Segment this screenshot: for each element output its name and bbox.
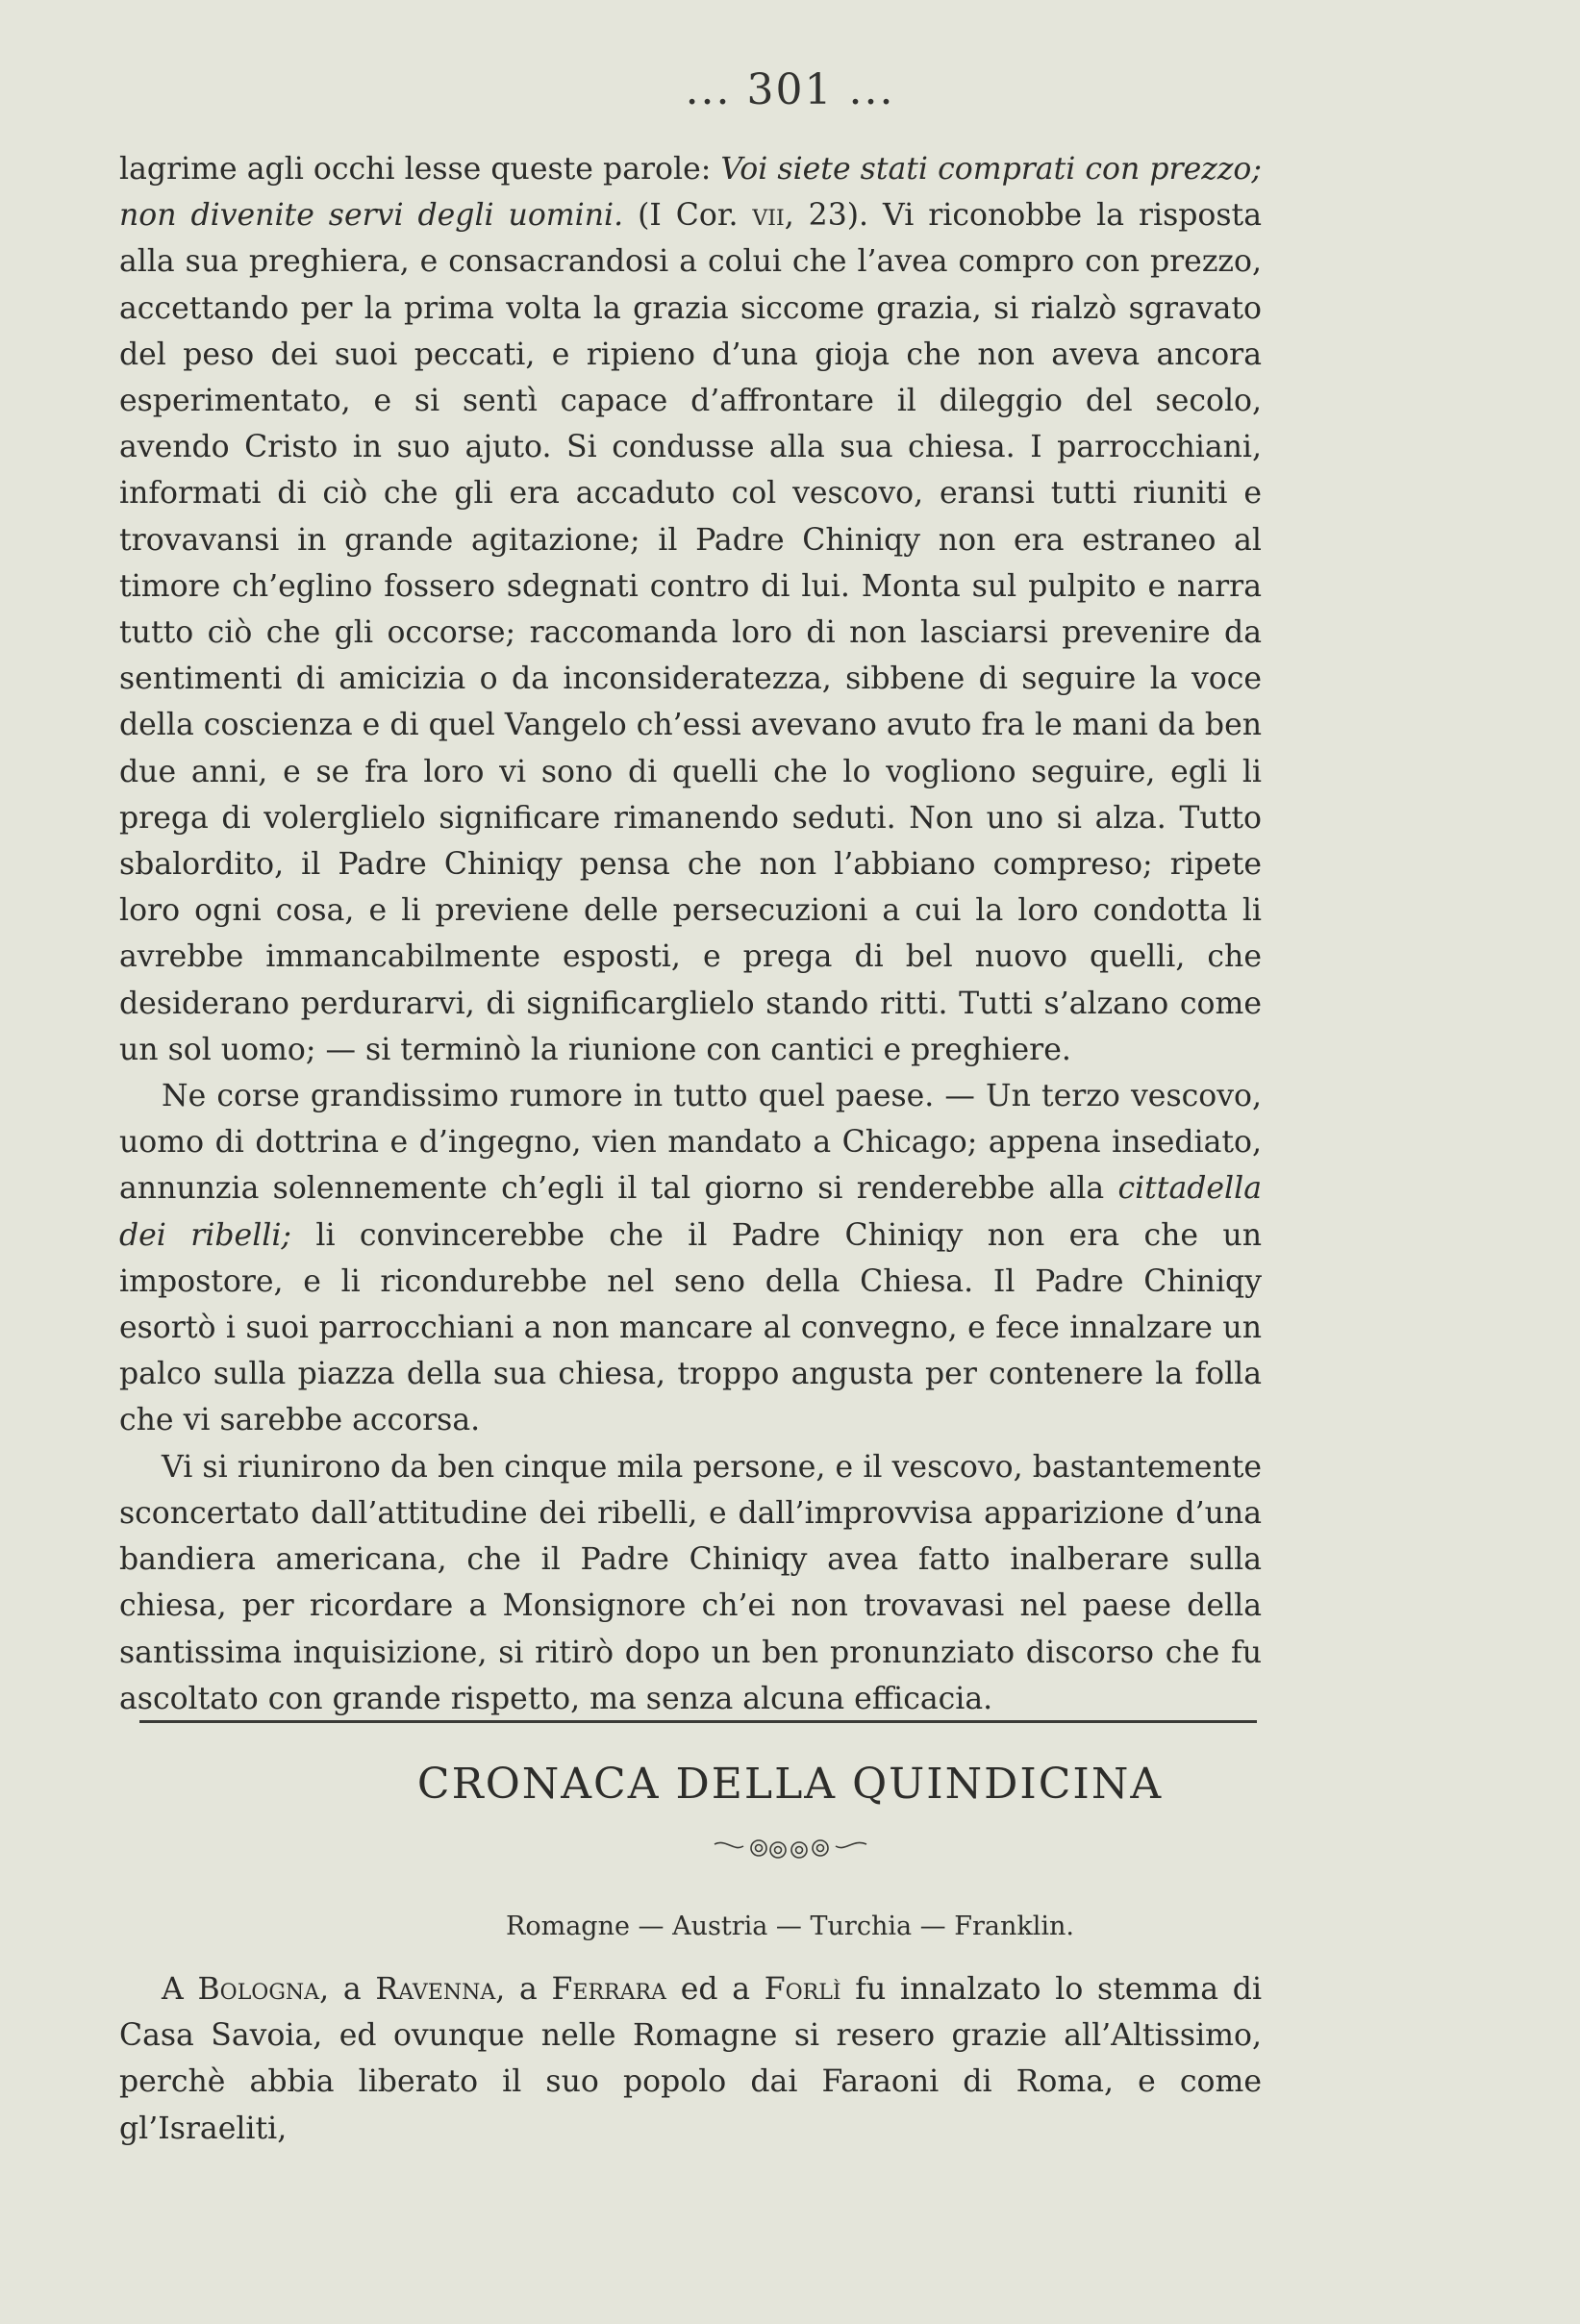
text-span: (I Cor. [623,198,753,234]
chapter-numeral: vii [752,198,785,234]
text-span: fu innalzato lo stemma di Casa Savoia, ed ovunque nelle Romagne si resero grazie all’Altissimo, perchè abbia liberato il suo popolo dai Faraoni di Roma, e come gl’Israeliti, [119,1972,1263,2146]
bible-quote: Voi siete stati comprati con prezzo; non divenite servi degli uomini. [119,152,1262,234]
text-span: Ne corse grandissimo rumore in tutto quel paese. — Un terzo vescovo, uomo di dottrina e d’ingegno, vien mandato a Chicago; appena insediato, annunzia solennemente ch’egli il tal giorno si renderebbe alla [119,1079,1262,1207]
text-span: ed a [665,1972,765,2007]
text-span: lagrime agli occhi lesse queste parole: [119,152,721,187]
city-name: Ferrara [551,1972,666,2007]
chronicle-paragraph-1 [119,1966,1262,2152]
city-name: Ravenna [375,1972,496,2007]
city-name: Forlì [764,1972,841,2007]
page-number-header: ... 301 ... [685,65,895,114]
ornament-flourish [0,1835,1580,1865]
section-title: CRONACA DELLA QUINDICINA [416,1760,1164,1809]
article-body [119,146,1262,1722]
chronicle-body [119,1966,1262,2152]
article-paragraph-2 [119,1073,1262,1444]
text-span: A [162,1972,198,2007]
flourish-ornament-icon [709,1835,872,1862]
city-name: Bologna [197,1972,320,2007]
text-span: , 23). Vi riconobbe la risposta alla sua preghiera, e consacrandosi a colui che l’avea compro con prezzo, accettando per la prima volta la grazia siccome grazia, si rialzò sgravato del peso dei suoi peccati, e ripieno d’una gioja che non aveva ancora esperimentato, e si sentì capace d’affrontare il dileggio del secolo, avendo Cristo in suo ajuto. Si condusse alla sua chiesa. I parrocchiani, informati di ciò che gli era accaduto col vescovo, eransi tutti riuniti e trovavansi in grande agitazione; il Padre Chiniqy non era estraneo al timore ch’eglino fossero sdegnati contro di lui. Monta sul pulpito e narra tutto ciò che gli occorse; raccomanda loro di non lasciarsi prevenire da sentimenti di amicizia o da inconsideratezza, sibbene di seguire la voce della coscienza e di quel Vangelo ch’essi avevano avuto fra le mani da ben due anni, e se fra loro vi sono di quelli che lo vogliono seguire, egli li prega di volerglielo significare rimanendo seduti. Non uno si alza. Tutto sbalordito, il Padre Chiniqy pensa che non l’abbiano compreso; ripete loro ogni cosa, e li previene delle persecuzioni a cui la loro condotta li avrebbe immancabilmente esposti, e prega di bel nuovo quelli, che desiderano perdurarvi, di significarglielo stando ritti. Tutti s’alzano come un sol uomo; — si terminò la riunione con cantici e preghiere. [119,198,1263,1067]
section-subtitle: Romagne — Austria — Turchia — Franklin. [506,1912,1074,1941]
article-paragraph-3: Vi si riunirono da ben cinque mila persone, e il vescovo, bastantemente sconcertato dall’attitudine dei ribelli, e dall’improvvisa apparizione d’una bandiera americana, che il Padre Chiniqy avea fatto inalberare sulla chiesa, per ricordare a Monsignore ch’ei non trovavasi nel paese della santissima inquisizione, si ritirò dopo un ben pronunziato discorso che fu ascoltato con grande rispetto, ma senza alcuna efficacia. [119,1449,1262,1716]
article-paragraph-1 [119,146,1262,1073]
section-divider [139,1720,1257,1723]
text-span: , a [495,1972,552,2007]
italic-phrase: cittadella dei ribelli; [119,1171,1262,1253]
text-span: , a [319,1972,376,2007]
text-span: li convincerebbe che il Padre Chiniqy non era che un impostore, e li ricondurebbe nel seno della Chiesa. Il Padre Chiniqy esortò i suoi parrocchiani a non mancare al convegno, e fece innalzare un palco sulla piazza della sua chiesa, troppo angusta per contenere la folla che vi sarebbe accorsa. [119,1217,1262,1438]
